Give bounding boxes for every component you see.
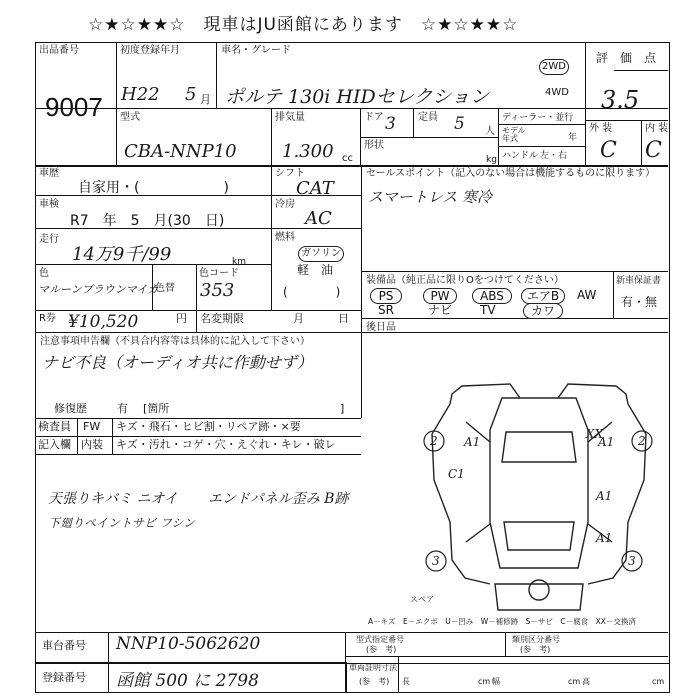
- repair-value: 有: [117, 402, 128, 415]
- inspection-value: R7 年 5 月(30 日): [70, 213, 225, 229]
- equip-tv: TV: [480, 303, 496, 317]
- equipment-label: 装備品（純正品に限りOをつけてください）: [366, 275, 564, 286]
- inspector-note-3: エンドパネル歪み B跡: [208, 491, 349, 507]
- check-fw: FW: [83, 420, 101, 433]
- repair-place: [箇所: [143, 402, 170, 415]
- class-number-ref: (参 考): [520, 645, 551, 654]
- warranty-value: 有・無: [621, 295, 658, 309]
- mark-left-mid: C1: [448, 467, 465, 481]
- dims-length: 長: [402, 677, 410, 686]
- mark-right-upper: A1: [596, 489, 613, 503]
- car-diagram: [410, 372, 668, 622]
- check-interior: 内装: [81, 438, 103, 451]
- fuel-gasoline: ガソリン: [298, 246, 344, 262]
- car-name-label: 車名・グレード: [221, 45, 291, 56]
- interior-grade: C: [645, 138, 662, 163]
- color-change-label: 色替: [155, 283, 175, 294]
- dims-width-unit: cm: [568, 677, 581, 686]
- doors-value: 3: [385, 114, 396, 134]
- tire-mark-fl: 2: [430, 434, 438, 448]
- dims-label: 車両証明寸法: [349, 663, 397, 672]
- notes-value: ナビ不良（オーディオ共に作動せず）: [42, 353, 313, 372]
- dims-width: 幅: [492, 677, 500, 686]
- handle-label: ハンドル: [502, 151, 539, 161]
- dims-ref: (参 考): [359, 677, 390, 686]
- dims-height: 高: [582, 677, 590, 686]
- lot-number: 9007: [45, 92, 103, 122]
- drive-4wd: 4WD: [545, 87, 569, 98]
- capacity-label: 定員: [418, 112, 438, 123]
- type-number-label: 型式指定番号: [356, 635, 404, 644]
- shift-label: シフト: [275, 168, 305, 179]
- weight-unit: kg: [486, 155, 497, 165]
- recycle-label: R券: [39, 313, 56, 324]
- tire-mark-rl: 3: [432, 554, 440, 568]
- score-label: 評 価 点: [596, 51, 657, 65]
- mark-right-mid: A1: [596, 531, 613, 545]
- mark-right-lower: A1: [598, 435, 615, 449]
- notes-label: 注意事項申告欄（不具合内容等は具体的に記入して下さい）: [40, 336, 310, 347]
- model-label: 型式: [120, 112, 140, 123]
- equip-abs: ABS: [472, 288, 512, 304]
- capacity-value: 5: [454, 114, 465, 134]
- meigi-month: 月: [293, 312, 304, 325]
- after-equipment-label: 後日品: [366, 322, 396, 333]
- banner-text: ☆★☆★★☆ 現車はJU函館にあります ☆★☆★★☆: [88, 15, 519, 35]
- fuel-paren: ( ): [283, 285, 341, 299]
- tire-mark-fr: 2: [638, 434, 646, 448]
- mark-left-upper: A1: [464, 435, 481, 449]
- mark-xx: XX: [586, 427, 604, 441]
- displacement-unit: cc: [342, 153, 353, 164]
- type-number-ref: (参 考): [366, 645, 397, 654]
- score-value: 3.5: [601, 86, 640, 114]
- equip-leather: カワ: [523, 303, 563, 319]
- warranty-label: 新車保証書: [616, 276, 662, 286]
- class-number-label: 類別区分番号: [512, 635, 560, 644]
- interior-label: 内 装: [645, 123, 669, 134]
- first-reg-month-unit: 月: [200, 93, 211, 106]
- aircon-label: 冷房: [275, 199, 295, 210]
- equip-airbag: エアB: [521, 288, 565, 304]
- inspector-note-2: 下廻りペイントサビ フシン: [48, 516, 196, 530]
- mileage-label: 走行: [39, 234, 59, 245]
- equip-sr: SR: [378, 303, 394, 317]
- first-reg-month: 5: [185, 84, 197, 105]
- fuel-diesel: 軽 油: [297, 263, 334, 277]
- check-row-label1: 検査員: [38, 420, 71, 433]
- shift-value: CAT: [296, 178, 334, 199]
- displacement-value: 1.300: [282, 141, 334, 162]
- dims-height-unit: cm: [652, 677, 665, 686]
- spare-label: スペア: [410, 595, 434, 604]
- car-name-value: ポルテ 130i HIDセレクション: [225, 86, 489, 108]
- register-value: 函館 500 に 2798: [116, 671, 259, 691]
- inspector-note-1: 天張りキバミ ニオイ: [48, 491, 178, 507]
- meigi-label: 名変期限: [200, 312, 244, 325]
- register-label: 登録番号: [42, 671, 86, 684]
- color-code-label: 色コード: [199, 268, 239, 279]
- exterior-grade: C: [600, 138, 617, 163]
- handle-options: 左・右: [540, 151, 568, 161]
- equip-ps: PS: [370, 288, 402, 304]
- displacement-label: 排気量: [275, 112, 305, 123]
- equip-aw: AW: [577, 288, 597, 302]
- meigi-day: 日: [338, 312, 349, 325]
- color-value: マルーンブラウンマイカ: [38, 283, 159, 296]
- model-year-label: モデル 年式: [502, 126, 526, 143]
- sales-point-value: スマートレス 寒冷: [368, 188, 493, 206]
- chassis-value: NNP10-5062620: [116, 634, 261, 654]
- history-label: 車歴: [39, 168, 59, 179]
- model-value: CBA-NNP10: [124, 141, 237, 162]
- color-label: 色: [39, 268, 49, 279]
- check-fw-items: キズ・飛石・ヒビ割・リペア跡・×要: [116, 420, 301, 433]
- lot-label: 出品番号: [39, 45, 79, 56]
- shape-label: 形状: [364, 140, 384, 151]
- recycle-unit: 円: [176, 312, 187, 325]
- damage-legend: A－キズ E－エクボ U－凹み W－補修跡 S－サビ C－腐食 XX－交換済: [368, 617, 636, 626]
- mileage-value: 14万9千/99: [72, 244, 172, 265]
- color-code-value: 353: [200, 280, 235, 301]
- dims-length-unit: cm: [478, 677, 491, 686]
- sales-point-label: セールスポイント（記入のない場合は機能するものに限ります）: [366, 168, 656, 179]
- capacity-unit: 人: [485, 126, 495, 137]
- chassis-label: 車台番号: [42, 639, 86, 652]
- check-interior-items: キズ・汚れ・コゲ・穴・えぐれ・キレ・破レ: [116, 438, 336, 451]
- model-year-unit: 年: [568, 133, 578, 143]
- fuel-label: 燃料: [275, 232, 295, 243]
- history-value: 自家用・( ): [78, 180, 229, 196]
- recycle-value: ¥10,520: [68, 312, 139, 332]
- tire-mark-rr: 3: [628, 554, 636, 568]
- mileage-unit: km: [232, 257, 246, 267]
- dealer-label: ディーラー・並行: [502, 113, 574, 123]
- drive-2wd: 2WD: [539, 59, 569, 75]
- doors-label: ドア: [364, 112, 384, 123]
- first-reg-label: 初度登録年月: [120, 45, 180, 56]
- exterior-label: 外 装: [589, 123, 613, 134]
- first-reg-year: H22: [121, 84, 160, 105]
- check-row-label2: 記入欄: [38, 438, 71, 451]
- repair-label: 修復歴: [54, 402, 87, 415]
- aircon-value: AC: [305, 208, 332, 229]
- equip-navi: ナビ: [428, 303, 453, 317]
- inspection-label: 車検: [39, 199, 59, 210]
- equip-pw: PW: [423, 288, 457, 304]
